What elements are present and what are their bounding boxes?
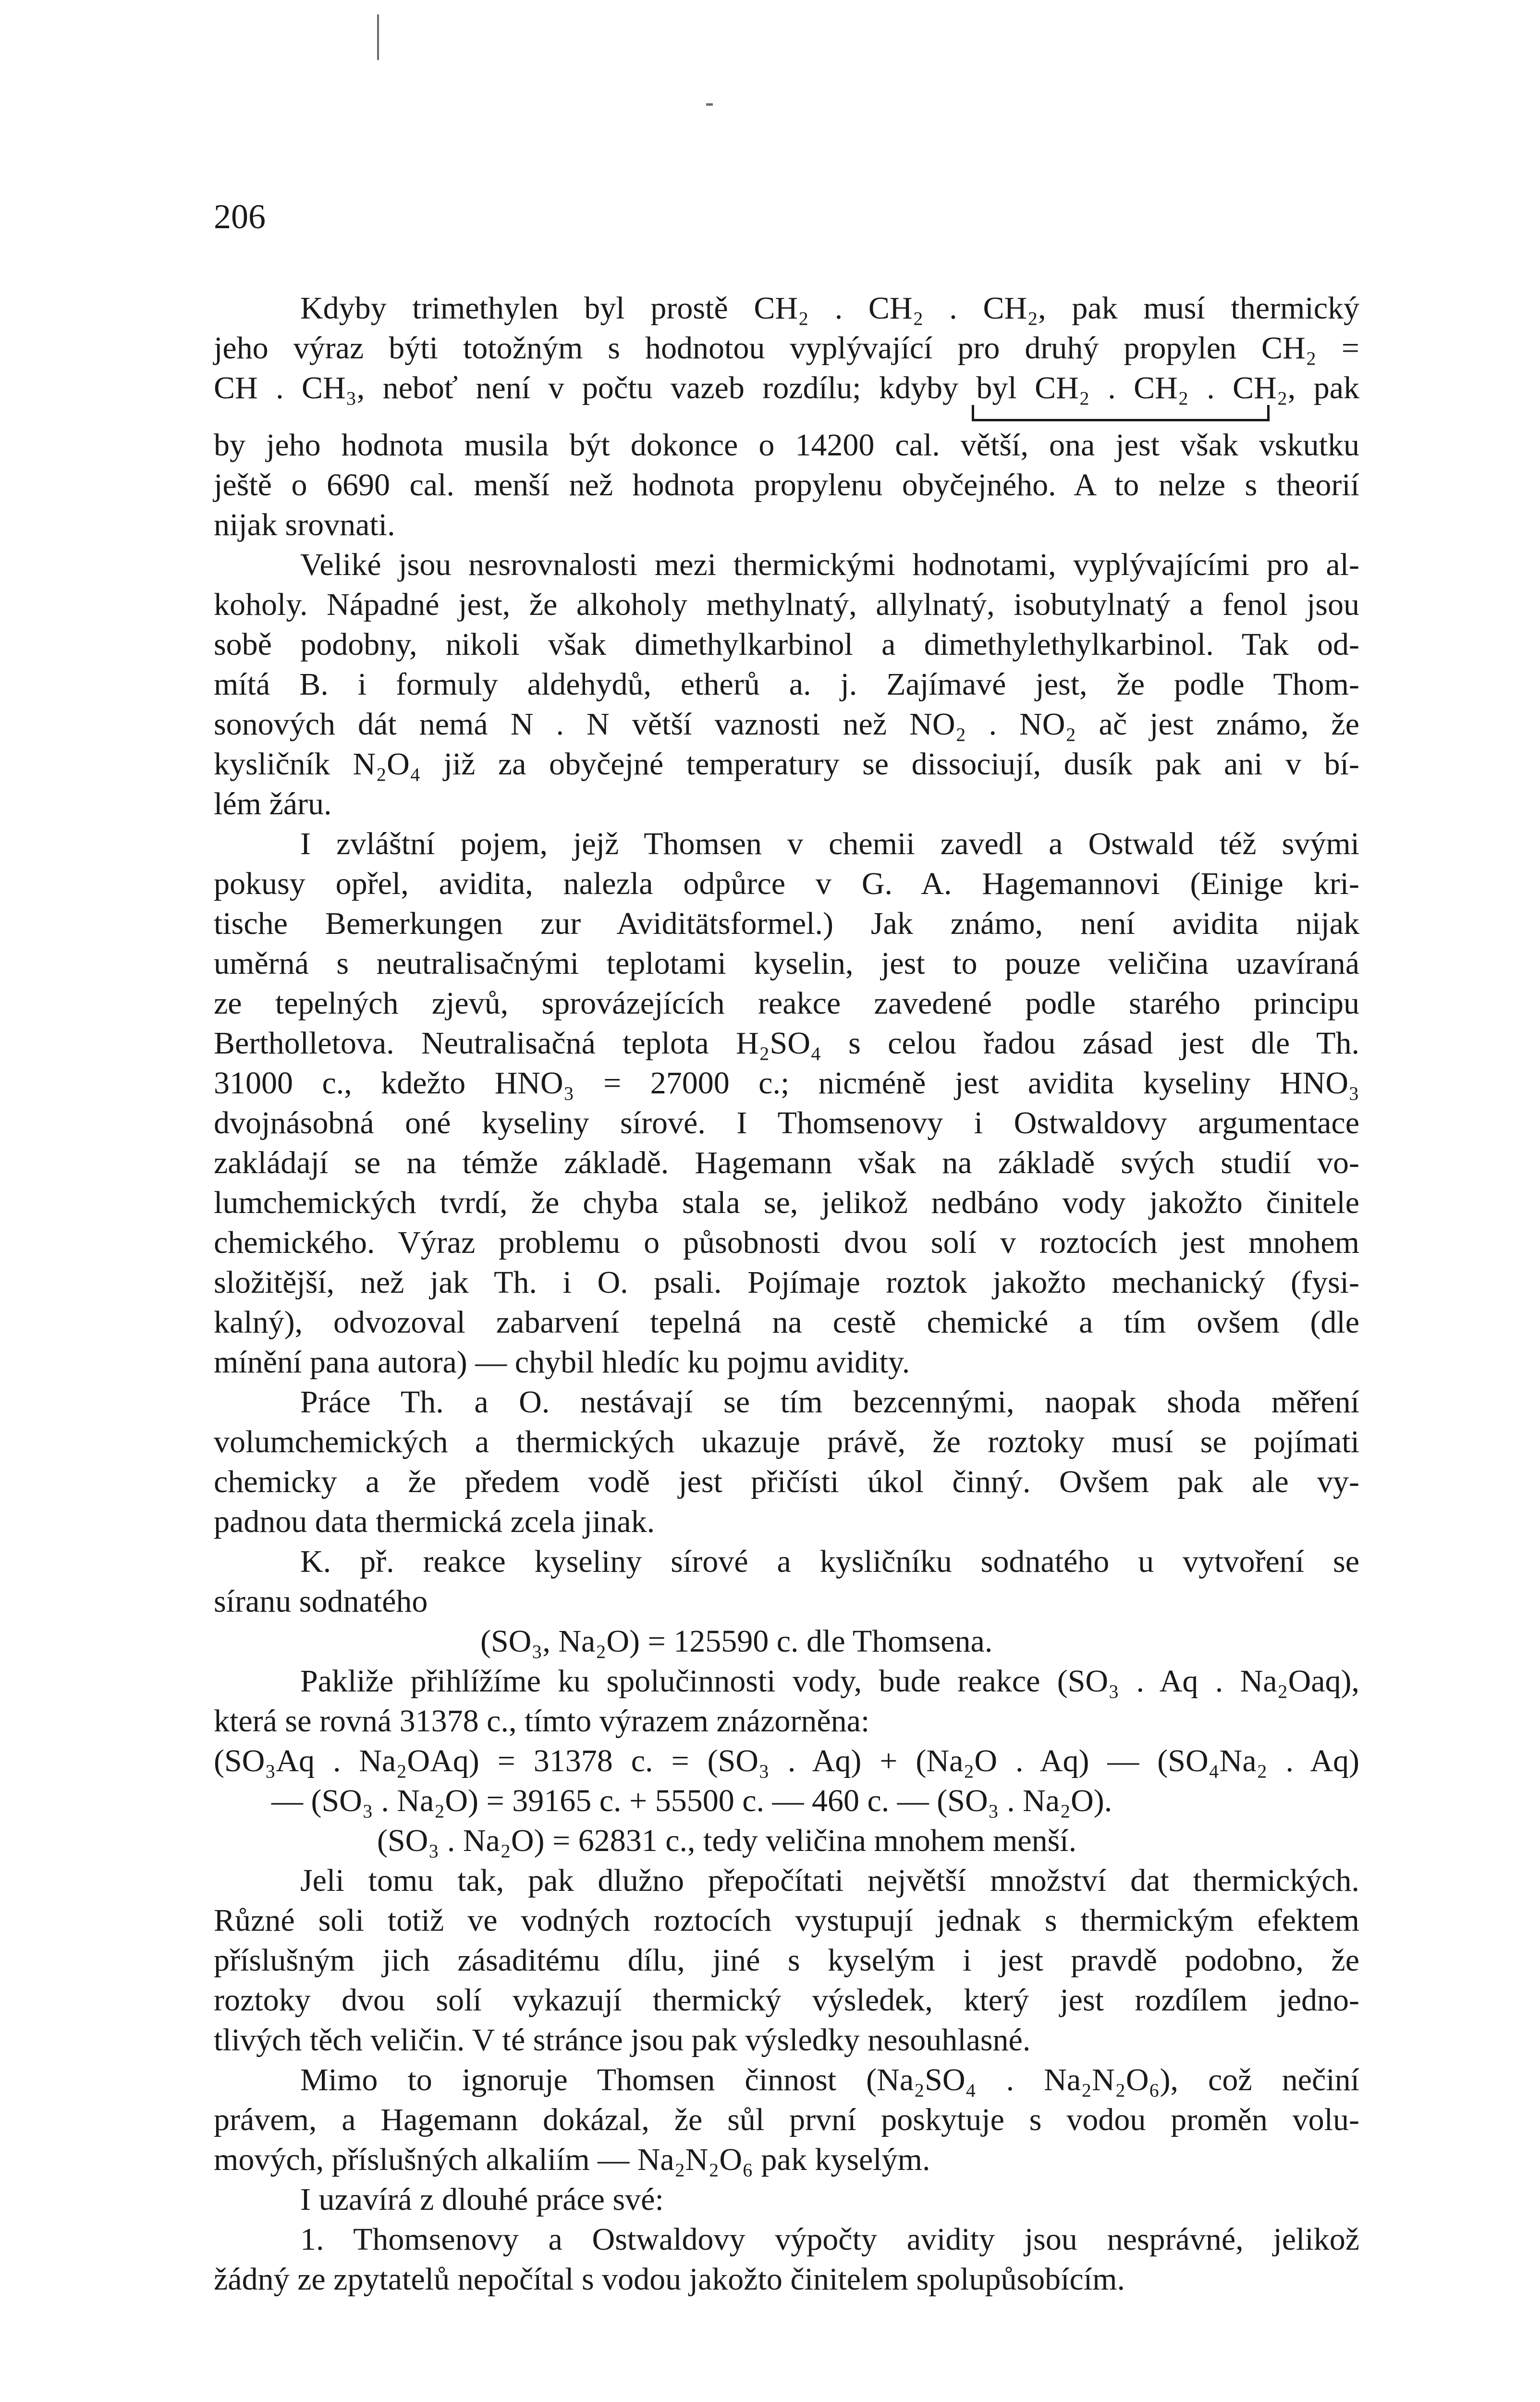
text-line: Mimo to ignoruje Thomsen činnost (Na₂SO₄ . Na₂N₂O₆), což nečiní — [300, 2062, 1359, 2097]
equation-line: (SO₃Aq . Na₂OAq) = 31378 c. = (SO₃ . Aq) + (Na₂O . Aq) — (SO₄Na₂ . Aq) — [214, 1743, 1359, 1778]
text-line: chemicky a že předem vodě jest přičísti úkol činný. Ovšem pak ale vy- — [214, 1464, 1359, 1499]
text-line: lém žáru. — [214, 786, 332, 821]
text-line: síranu sodnatého — [214, 1584, 428, 1619]
text-line: příslušným jich zásaditému dílu, jiné s kyselým i jest pravdě podobno, že — [214, 1943, 1359, 1978]
text-line: mítá B. i formuly aldehydů, etherů a. j. Zajímavé jest, že podle Thom- — [214, 667, 1359, 702]
scan-artifact-mark — [377, 14, 379, 60]
text-line: 31000 c., kdežto HNO₃ = 27000 c.; nicméně jest avidita kyseliny HNO₃ — [214, 1066, 1359, 1101]
formula-bracket-row — [214, 408, 1359, 425]
text-line: I zvláštní pojem, jejž Thomsen v chemii zavedl a Ostwald též svými — [300, 826, 1359, 861]
text-line: chemického. Výraz problemu o působnosti dvou solí v roztocích jest mnohem — [214, 1225, 1359, 1260]
text-line: roztoky dvou solí vykazují thermický výsledek, který jest rozdílem jedno- — [214, 1983, 1359, 2018]
text-line: kalný), odvozoval zabarvení tepelná na cestě chemické a tím ovšem (dle — [214, 1305, 1359, 1340]
text-line: mínění pana autora) — chybil hledíc ku pojmu avidity. — [214, 1345, 910, 1380]
text-line: Různé soli totiž ve vodných roztocích vystupují jednak s thermickým efektem — [214, 1903, 1359, 1938]
text-line: jeho výraz býti totožným s hodnotou vyplývající pro druhý propylen CH₂ = — [214, 331, 1359, 366]
text-line: tlivých těch veličin. V té stránce jsou pak výsledky nesouhlasné. — [214, 2022, 1031, 2058]
text-line: složitější, než jak Th. i O. psali. Pojímaje roztok jakožto mechanický (fysi- — [214, 1265, 1359, 1300]
text-line: 1. Thomsenovy a Ostwaldovy výpočty avidity jsou nesprávné, jelikož — [300, 2222, 1359, 2257]
page-number: 206 — [214, 197, 266, 236]
text-line: Jeli tomu tak, pak dlužno přepočítati největší množství dat thermických. — [300, 1863, 1359, 1898]
text-line: žádný ze zpytatelů nepočítal s vodou jakožto činitelem spolupůsobícím. — [214, 2262, 1125, 2297]
text-line: Pakliže přihlížíme ku spolučinnosti vody, bude reakce (SO₃ . Aq . Na₂Oaq), — [300, 1664, 1359, 1699]
text-line: ještě o 6690 cal. menší než hodnota propylenu obyčejného. A to nelze s theorií — [214, 467, 1359, 502]
body-text — [214, 288, 1359, 2299]
text-line: Veliké jsou nesrovnalosti mezi thermickými hodnotami, vyplývajícími pro al- — [300, 547, 1359, 582]
text-line: CH . CH₃, neboť není v počtu vazeb rozdílu; kdyby byl CH₂ . CH₂ . CH₂, pak — [214, 370, 1359, 405]
text-line: mových, příslušných alkaliím — Na₂N₂O₆ pak kyselým. — [214, 2142, 930, 2177]
ring-bond-bracket — [972, 405, 1270, 421]
text-line: zakládají se na témže základě. Hagemann však na základě svých studií vo- — [214, 1145, 1359, 1180]
text-line: I uzavírá z dlouhé práce své: — [300, 2182, 664, 2217]
text-line: Kdyby trimethylen byl prostě CH₂ . CH₂ . CH₂, pak musí thermický — [300, 291, 1359, 326]
text-line: K. př. reakce kyseliny sírové a kysličníku sodnatého u vytvoření se — [300, 1544, 1359, 1579]
text-line: volumchemických a thermických ukazuje právě, že roztoky musí se pojímati — [214, 1424, 1359, 1459]
text-line: padnou data thermická zcela jinak. — [214, 1504, 655, 1539]
text-line: kysličník N₂O₄ již za obyčejné temperatury se dissociují, dusík pak ani v bí- — [214, 747, 1359, 782]
text-line: Práce Th. a O. nestávají se tím bezcennými, naopak shoda měření — [300, 1385, 1359, 1420]
equation-line: (SO₃ . Na₂O) = 62831 c., tedy veličina mnohem menší. — [377, 1823, 1077, 1858]
text-line: sonových dát nemá N . N větší vaznosti než NO₂ . NO₂ ač jest známo, že — [214, 707, 1359, 742]
text-line: Bertholletova. Neutralisačná teplota H₂SO₄ s celou řadou zásad jest dle Th. — [214, 1026, 1359, 1061]
text-line: koholy. Nápadné jest, že alkoholy methylnatý, allylnatý, isobutylnatý a fenol jsou — [214, 587, 1359, 622]
text-line: nijak srovnati. — [214, 507, 395, 542]
equation-line: — (SO₃ . Na₂O) = 39165 c. + 55500 c. — 460 c. — (SO₃ . Na₂O). — [271, 1783, 1112, 1818]
text-line: ze tepelných zjevů, sprovázejících reakce zavedené podle starého principu — [214, 986, 1359, 1021]
text-line: sobě podobny, nikoli však dimethylkarbinol a dimethylethylkarbinol. Tak od- — [214, 627, 1359, 662]
text-line: lumchemických tvrdí, že chyba stala se, jelikož nedbáno vody jakožto činitele — [214, 1185, 1359, 1220]
text-line: právem, a Hagemann dokázal, že sůl první poskytuje s vodou proměn volu- — [214, 2102, 1359, 2137]
equation-line: (SO₃, Na₂O) = 125590 c. dle Thomsena. — [480, 1624, 993, 1659]
text-line: by jeho hodnota musila být dokonce o 14200 cal. větší, ona jest však vskutku — [214, 428, 1359, 463]
text-line: uměrná s neutralisačnými teplotami kyselin, jest to pouze veličina uzavíraná — [214, 946, 1359, 981]
text-line: dvojnásobná oné kyseliny sírové. I Thomsenovy i Ostwaldovy argumentace — [214, 1105, 1359, 1140]
scan-artifact-mark — [706, 103, 713, 106]
text-line: pokusy opřel, avidita, nalezla odpůrce v G. A. Hagemannovi (Einige kri- — [214, 866, 1359, 901]
text-line: tische Bemerkungen zur Aviditätsformel.) Jak známo, není avidita nijak — [214, 906, 1359, 941]
text-line: která se rovná 31378 c., tímto výrazem znázorněna: — [214, 1703, 870, 1739]
